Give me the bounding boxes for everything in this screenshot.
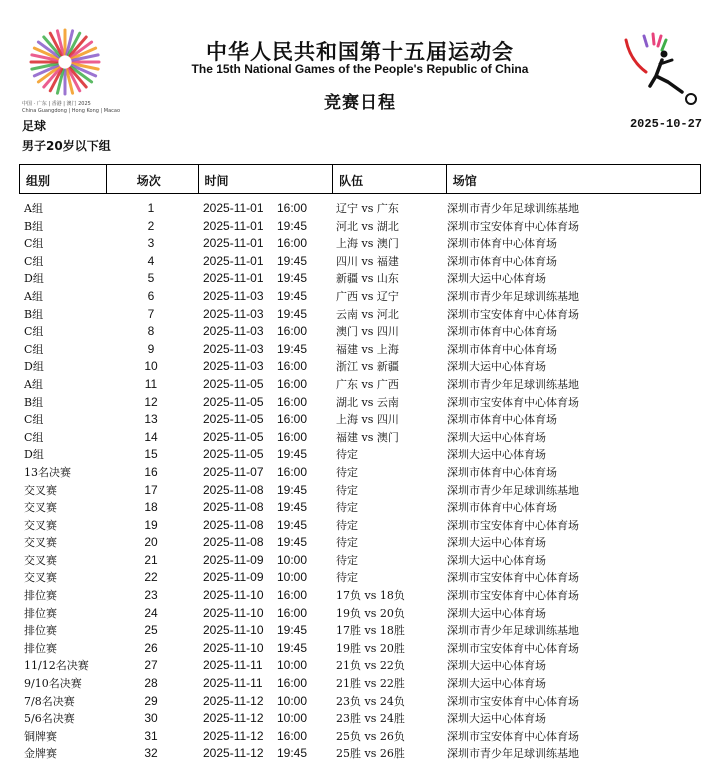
table-row: [0, 657, 720, 675]
cell-group: A组: [24, 202, 43, 215]
cell-venue: 深圳市体育中心体育场: [447, 237, 557, 251]
cell-time: 16:00: [277, 605, 308, 620]
sport-name: 足球: [22, 119, 47, 133]
table-row: [0, 411, 720, 429]
cell-time: 19:45: [277, 535, 308, 550]
cell-match-number: 3: [147, 236, 155, 251]
cell-match-number: 2: [147, 218, 155, 233]
table-row: [0, 341, 720, 359]
cell-match-number: 14: [144, 429, 158, 444]
cell-match-number: 21: [144, 552, 158, 567]
cell-venue: 深圳市体育中心体育场: [447, 254, 557, 268]
table-row: [0, 376, 720, 394]
cell-venue: 深圳市体育中心体育场: [447, 325, 557, 339]
cell-time: 10:00: [277, 552, 308, 567]
cell-teams: 17胜 vs 18胜: [336, 624, 405, 638]
cell-date: 2025-11-12: [203, 711, 264, 726]
cell-date: 2025-11-12: [203, 693, 264, 708]
table-row: [0, 517, 720, 535]
table-row: [0, 464, 720, 482]
cell-group: 铜牌赛: [24, 729, 57, 743]
cell-teams: 待定: [336, 483, 358, 497]
cell-group: B组: [24, 395, 44, 409]
cell-group: D组: [24, 360, 44, 374]
column-header-group: 组别: [20, 165, 107, 193]
cell-teams: 辽宁 vs 广东: [336, 202, 399, 215]
cell-time: 16:00: [277, 376, 308, 391]
cell-teams: 福建 vs 上海: [336, 342, 399, 356]
cell-teams: 25胜 vs 26胜: [336, 747, 405, 761]
cell-time: 16:00: [277, 412, 308, 427]
table-row: [0, 235, 720, 253]
cell-match-number: 20: [144, 535, 158, 550]
table-row: [0, 253, 720, 271]
table-row: [0, 306, 720, 324]
cell-group: 交叉赛: [24, 536, 57, 550]
cell-venue: 深圳市青少年足球训练基地: [447, 747, 579, 761]
table-row: [0, 640, 720, 658]
cell-date: 2025-11-01: [203, 271, 264, 286]
cell-date: 2025-11-03: [203, 359, 264, 374]
cell-match-number: 8: [147, 324, 155, 339]
cell-time: 19:45: [277, 271, 308, 286]
cell-teams: 17负 vs 18负: [336, 589, 405, 603]
table-row: [0, 675, 720, 693]
cell-venue: 深圳大运中心体育场: [447, 272, 546, 286]
schedule-table-header: [19, 164, 701, 194]
cell-match-number: 22: [144, 570, 158, 585]
cell-group: 排位赛: [24, 606, 57, 620]
table-row: [0, 587, 720, 605]
cell-venue: 深圳大运中心体育场: [447, 606, 546, 620]
cell-time: 10:00: [277, 658, 308, 673]
cell-venue: 深圳市体育中心体育场: [447, 413, 557, 427]
cell-time: 19:45: [277, 517, 308, 532]
cell-match-number: 32: [144, 746, 158, 761]
cell-teams: 待定: [336, 448, 358, 462]
cell-date: 2025-11-05: [203, 429, 264, 444]
table-row: [0, 482, 720, 500]
cell-date: 2025-11-01: [203, 236, 264, 251]
table-row: [0, 358, 720, 376]
table-row: [0, 499, 720, 517]
table-row: [0, 200, 720, 218]
cell-venue: 深圳市青少年足球训练基地: [447, 483, 579, 497]
cell-time: 16:00: [277, 429, 308, 444]
cell-match-number: 12: [144, 394, 158, 409]
cell-venue: 深圳大运中心体育场: [447, 360, 546, 374]
cell-date: 2025-11-01: [203, 201, 264, 215]
cell-time: 19:45: [277, 306, 308, 321]
cell-venue: 深圳市青少年足球训练基地: [447, 289, 579, 303]
table-row: [0, 728, 720, 746]
cell-time: 19:45: [277, 746, 308, 761]
table-row: [0, 323, 720, 341]
cell-venue: 深圳市宝安体育中心体育场: [447, 307, 579, 321]
cell-date: 2025-11-03: [203, 288, 264, 303]
cell-time: 16:00: [277, 324, 308, 339]
cell-venue: 深圳市宝安体育中心体育场: [447, 729, 579, 743]
cell-match-number: 24: [144, 605, 158, 620]
cell-match-number: 23: [144, 588, 158, 603]
cell-date: 2025-11-03: [203, 341, 264, 356]
cell-time: 16:00: [277, 588, 308, 603]
cell-match-number: 9: [147, 341, 155, 356]
cell-match-number: 29: [144, 693, 158, 708]
cell-match-number: 26: [144, 640, 158, 655]
cell-match-number: 6: [147, 288, 155, 303]
cell-date: 2025-11-03: [203, 324, 264, 339]
document-title: 竞赛日程: [324, 93, 396, 113]
cell-date: 2025-11-12: [203, 746, 264, 761]
cell-match-number: 19: [144, 517, 158, 532]
cell-group: 交叉赛: [24, 571, 57, 585]
cell-time: 19:45: [277, 447, 308, 462]
cell-venue: 深圳大运中心体育场: [447, 430, 546, 444]
table-row: [0, 569, 720, 587]
cell-venue: 深圳市宝安体育中心体育场: [447, 219, 579, 233]
table-row: [0, 218, 720, 236]
cell-teams: 新疆 vs 山东: [336, 272, 399, 286]
category-name: 男子20岁以下组: [22, 139, 111, 153]
cell-teams: 19负 vs 20负: [336, 606, 405, 620]
cell-date: 2025-11-09: [203, 552, 264, 567]
cell-date: 2025-11-08: [203, 500, 264, 515]
cell-teams: 21胜 vs 22胜: [336, 677, 405, 691]
cell-teams: 上海 vs 四川: [336, 413, 399, 427]
cell-date: 2025-11-09: [203, 570, 264, 585]
cell-group: 交叉赛: [24, 553, 57, 567]
cell-group: 7/8名决赛: [24, 694, 75, 708]
cell-match-number: 16: [144, 464, 158, 479]
cell-time: 16:00: [277, 464, 308, 479]
football-pictogram-icon: [620, 30, 706, 110]
cell-time: 19:45: [277, 253, 308, 268]
cell-match-number: 1: [147, 201, 155, 215]
cell-time: 19:45: [277, 500, 308, 515]
table-row: [0, 552, 720, 570]
cell-date: 2025-11-05: [203, 412, 264, 427]
issue-date: 2025-10-27: [629, 117, 702, 131]
table-row: [0, 605, 720, 623]
cell-group: 交叉赛: [24, 483, 57, 497]
cell-time: 19:45: [277, 482, 308, 497]
cell-group: A组: [24, 289, 43, 303]
cell-venue: 深圳大运中心体育场: [447, 536, 546, 550]
cell-teams: 福建 vs 澳门: [336, 430, 399, 444]
cell-date: 2025-11-10: [203, 623, 264, 638]
cell-teams: 25负 vs 26负: [336, 729, 405, 743]
cell-time: 10:00: [277, 711, 308, 726]
cell-teams: 待定: [336, 501, 358, 515]
cell-match-number: 27: [144, 658, 158, 673]
cell-time: 19:45: [277, 218, 308, 233]
table-row: [0, 622, 720, 640]
table-row: [0, 534, 720, 552]
table-row: [0, 270, 720, 288]
cell-group: B组: [24, 219, 44, 233]
cell-group: 交叉赛: [24, 518, 57, 532]
cell-teams: 待定: [336, 553, 358, 567]
table-row: [0, 288, 720, 306]
cell-match-number: 11: [144, 376, 158, 391]
column-header-teams: 队伍: [333, 165, 447, 193]
cell-venue: 深圳市青少年足球训练基地: [447, 202, 579, 215]
cell-teams: 待定: [336, 465, 358, 479]
cell-teams: 广西 vs 辽宁: [336, 289, 399, 303]
page-subtitle-en: The 15th National Games of the People's Republic of China: [191, 62, 529, 76]
cell-group: 5/6名决赛: [24, 712, 75, 726]
cell-match-number: 30: [144, 711, 158, 726]
cell-teams: 湖北 vs 云南: [336, 395, 399, 409]
column-header-venue: 场馆: [452, 174, 477, 188]
cell-date: 2025-11-01: [203, 218, 264, 233]
cell-match-number: 10: [144, 359, 158, 374]
table-row: [0, 693, 720, 711]
cell-venue: 深圳大运中心体育场: [447, 448, 546, 462]
cell-venue: 深圳大运中心体育场: [447, 677, 546, 691]
cell-group: D组: [24, 272, 44, 286]
cell-venue: 深圳大运中心体育场: [447, 659, 546, 673]
cell-group: B组: [24, 307, 44, 321]
cell-venue: 深圳市青少年足球训练基地: [447, 624, 579, 638]
cell-date: 2025-11-08: [203, 482, 264, 497]
cell-match-number: 4: [147, 253, 155, 268]
cell-time: 16:00: [277, 676, 308, 691]
cell-teams: 浙江 vs 新疆: [336, 360, 399, 374]
column-header-time: 时间: [199, 165, 334, 193]
cell-date: 2025-11-08: [203, 535, 264, 550]
cell-venue: 深圳市宝安体育中心体育场: [447, 641, 579, 655]
cell-venue: 深圳大运中心体育场: [447, 712, 546, 726]
cell-time: 16:00: [277, 236, 308, 251]
cell-teams: 待定: [336, 571, 358, 585]
cell-date: 2025-11-10: [203, 588, 264, 603]
cell-time: 19:45: [277, 288, 308, 303]
cell-date: 2025-11-11: [203, 676, 263, 691]
cell-time: 10:00: [277, 570, 308, 585]
cell-teams: 21负 vs 22负: [336, 659, 405, 673]
cell-group: 9/10名决赛: [24, 677, 82, 691]
cell-match-number: 13: [144, 412, 158, 427]
cell-teams: 19胜 vs 20胜: [336, 641, 405, 655]
cell-venue: 深圳市体育中心体育场: [447, 465, 557, 479]
cell-match-number: 28: [144, 676, 158, 691]
cell-match-number: 31: [144, 728, 158, 743]
cell-teams: 23胜 vs 24胜: [336, 712, 405, 726]
cell-date: 2025-11-12: [203, 728, 264, 743]
cell-group: 交叉赛: [24, 501, 57, 515]
cell-venue: 深圳市宝安体育中心体育场: [447, 571, 579, 585]
cell-time: 16:00: [277, 728, 308, 743]
cell-date: 2025-11-01: [203, 253, 264, 268]
cell-venue: 深圳市宝安体育中心体育场: [447, 589, 579, 603]
cell-date: 2025-11-10: [203, 605, 264, 620]
cell-teams: 23负 vs 24负: [336, 694, 405, 708]
cell-match-number: 25: [144, 623, 158, 638]
cell-time: 19:45: [277, 623, 308, 638]
cell-venue: 深圳市宝安体育中心体育场: [447, 395, 579, 409]
cell-group: 排位赛: [24, 624, 57, 638]
cell-group: 排位赛: [24, 589, 57, 603]
cell-time: 19:45: [277, 341, 308, 356]
table-row: [0, 446, 720, 464]
cell-date: 2025-11-05: [203, 376, 264, 391]
cell-group: A组: [24, 377, 43, 391]
cell-date: 2025-11-05: [203, 447, 264, 462]
cell-venue: 深圳大运中心体育场: [447, 553, 546, 567]
cell-venue: 深圳市宝安体育中心体育场: [447, 518, 579, 532]
cell-match-number: 15: [144, 447, 158, 462]
cell-time: 10:00: [277, 693, 308, 708]
column-header-match-number: 场次: [107, 165, 199, 193]
table-row: [0, 394, 720, 412]
cell-time: 16:00: [277, 394, 308, 409]
table-row: [0, 710, 720, 728]
cell-date: 2025-11-07: [203, 464, 264, 479]
cell-match-number: 18: [144, 500, 158, 515]
cell-date: 2025-11-11: [203, 658, 263, 673]
page-title: 中华人民共和国第十五届运动会: [206, 40, 514, 64]
cell-group: C组: [24, 342, 44, 356]
cell-venue: 深圳市体育中心体育场: [447, 342, 557, 356]
cell-time: 16:00: [277, 359, 308, 374]
cell-group: C组: [24, 325, 44, 339]
cell-teams: 澳门 vs 四川: [336, 325, 399, 339]
cell-date: 2025-11-05: [203, 394, 264, 409]
cell-group: 排位赛: [24, 641, 57, 655]
logo-caption: 中国 · 广东 | 香港 | 澳门 2025 China Guangdong | Hong Kong | Macao: [22, 101, 121, 114]
cell-group: 11/12名决赛: [24, 659, 89, 673]
cell-match-number: 5: [147, 271, 155, 286]
table-row: [0, 429, 720, 447]
cell-teams: 上海 vs 澳门: [336, 237, 399, 251]
cell-venue: 深圳市青少年足球训练基地: [447, 377, 579, 391]
cell-group: 金牌赛: [24, 747, 57, 761]
cell-teams: 待定: [336, 536, 358, 550]
cell-time: 16:00: [277, 201, 308, 215]
cell-date: 2025-11-08: [203, 517, 264, 532]
cell-teams: 四川 vs 福建: [336, 254, 399, 268]
cell-group: 13名决赛: [24, 465, 71, 479]
cell-date: 2025-11-10: [203, 640, 264, 655]
cell-teams: 河北 vs 湖北: [336, 219, 399, 233]
cell-time: 19:45: [277, 640, 308, 655]
cell-match-number: 7: [147, 306, 155, 321]
cell-group: C组: [24, 413, 44, 427]
cell-venue: 深圳市体育中心体育场: [447, 501, 557, 515]
cell-match-number: 17: [144, 482, 158, 497]
cell-teams: 待定: [336, 518, 358, 532]
cell-group: C组: [24, 254, 44, 268]
cell-group: C组: [24, 237, 44, 251]
cell-teams: 广东 vs 广西: [336, 377, 399, 391]
cell-date: 2025-11-03: [203, 306, 264, 321]
schedule-table-body: [0, 200, 720, 763]
cell-group: D组: [24, 448, 44, 462]
table-row: [0, 745, 720, 763]
cell-group: C组: [24, 430, 44, 444]
cell-teams: 云南 vs 河北: [336, 307, 399, 321]
cell-venue: 深圳市宝安体育中心体育场: [447, 694, 579, 708]
